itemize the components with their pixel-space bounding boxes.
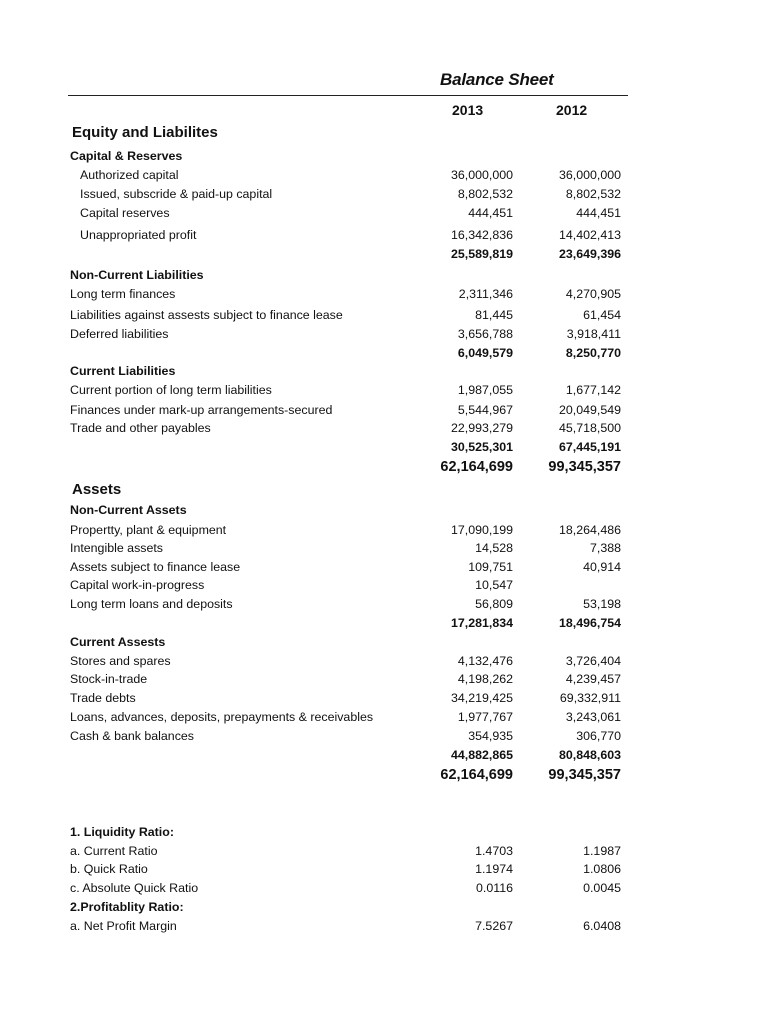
- ratio-2012: 1.0806: [583, 862, 621, 876]
- value-2013: 1,987,055: [457, 383, 513, 397]
- row-label: Capital reserves: [80, 206, 170, 220]
- value-2013: 3,656,788: [457, 327, 513, 341]
- value-2013: 36,000,000: [450, 168, 513, 182]
- value-2012: 1,677,142: [565, 383, 621, 397]
- ratio-2012: 0.0045: [583, 881, 621, 895]
- table-row: [0, 381, 768, 399]
- year-header-2012: 2012: [556, 102, 588, 118]
- value-2012: 4,270,905: [565, 287, 621, 301]
- subtotal-2012: 80,848,603: [558, 748, 621, 762]
- value-2012: 444,451: [576, 206, 621, 220]
- row-label: Cash & bank balances: [70, 729, 194, 743]
- page-title: Balance Sheet: [440, 70, 554, 89]
- row-label: Stores and spares: [70, 654, 171, 668]
- subtotal-row-current-liabilities: [0, 438, 768, 456]
- ratio-label: b. Quick Ratio: [70, 862, 148, 876]
- table-row: [0, 727, 768, 745]
- group-label: Current Liabilities: [70, 364, 176, 378]
- total-row-assets: [0, 764, 768, 786]
- table-row: [0, 226, 768, 244]
- group-label: Current Assests: [70, 635, 166, 649]
- subtotal-2012: 23,649,396: [558, 247, 621, 261]
- total-2012: 99,345,357: [548, 459, 621, 475]
- table-row: [0, 419, 768, 437]
- subtotal-row-current-assets: [0, 746, 768, 764]
- ratio-label: a. Current Ratio: [70, 844, 158, 858]
- value-2013: 354,935: [468, 729, 513, 743]
- subtotal-row-non-current-assets: [0, 614, 768, 632]
- year-header-2013: 2013: [452, 102, 484, 118]
- value-2012: 7,388: [589, 541, 621, 555]
- table-row: [0, 521, 768, 539]
- row-label: Long term finances: [70, 287, 176, 301]
- value-2013: 56,809: [475, 597, 513, 611]
- group-label: Capital & Reserves: [70, 149, 183, 163]
- row-label: Finances under mark-up arrangements-secured: [70, 403, 333, 417]
- row-label: Assets subject to finance lease: [70, 560, 241, 574]
- value-2012: 8,802,532: [565, 187, 621, 201]
- table-row: [0, 558, 768, 576]
- ratio-heading-label: 2.Profitablity Ratio:: [70, 900, 184, 914]
- value-2013: 10,547: [475, 578, 513, 592]
- row-label: Liabilities against assests subject to finance lease: [70, 308, 343, 322]
- table-row: [0, 285, 768, 303]
- ratio-heading-label: 1. Liquidity Ratio:: [70, 825, 174, 839]
- ratio-label: a. Net Profit Margin: [70, 919, 177, 933]
- group-heading-non-current-assets: [0, 501, 768, 519]
- value-2012: 40,914: [583, 560, 621, 574]
- title-divider: [68, 95, 628, 96]
- row-label: Authorized capital: [80, 168, 179, 182]
- total-row-equity-liabilities: [0, 456, 768, 478]
- value-2012: 3,243,061: [565, 710, 621, 724]
- subtotal-2012: 67,445,191: [558, 440, 621, 454]
- row-label: Propertty, plant & equipment: [70, 523, 227, 537]
- row-label: Deferred liabilities: [70, 327, 169, 341]
- value-2012: 45,718,500: [558, 421, 621, 435]
- table-row: [0, 670, 768, 688]
- value-2012: 306,770: [576, 729, 621, 743]
- value-2012: 18,264,486: [558, 523, 621, 537]
- ratio-2013: 1.4703: [475, 844, 513, 858]
- table-row: [0, 306, 768, 324]
- ratio-row: [0, 917, 768, 935]
- group-label: Non-Current Liabilities: [70, 268, 204, 282]
- value-2013: 109,751: [468, 560, 513, 574]
- value-2012: 36,000,000: [558, 168, 621, 182]
- value-2013: 2,311,346: [458, 287, 513, 301]
- ratio-heading-liquidity: [0, 823, 768, 841]
- ratio-2012: 1.1987: [583, 844, 621, 858]
- value-2013: 14,528: [475, 541, 513, 555]
- group-label: Non-Current Assets: [70, 503, 187, 517]
- table-row: [0, 652, 768, 670]
- value-2012: 14,402,413: [558, 228, 621, 242]
- subtotal-row-capital-reserves: [0, 245, 768, 263]
- group-heading-non-current-liabilities: [0, 266, 768, 284]
- value-2012: 69,332,911: [559, 691, 621, 705]
- table-row: [0, 325, 768, 343]
- subtotal-2012: 8,250,770: [565, 346, 621, 360]
- table-row: [0, 401, 768, 419]
- table-row: [0, 185, 768, 203]
- value-2013: 4,198,262: [457, 672, 513, 686]
- value-2013: 4,132,476: [457, 654, 513, 668]
- row-label: Stock-in-trade: [70, 672, 148, 686]
- subtotal-2013: 17,281,834: [450, 616, 513, 630]
- group-heading-current-assets: [0, 633, 768, 651]
- value-2012: 3,726,404: [565, 654, 621, 668]
- ratio-row: [0, 860, 768, 878]
- value-2013: 34,219,425: [450, 691, 513, 705]
- value-2012: 53,198: [583, 597, 621, 611]
- section-heading-equity: Equity and Liabilites: [72, 124, 218, 141]
- table-row: [0, 595, 768, 613]
- row-label: Issued, subscride & paid-up capital: [80, 187, 273, 201]
- row-label: Unappropriated profit: [80, 228, 197, 242]
- value-2013: 17,090,199: [450, 523, 513, 537]
- value-2013: 1,977,767: [457, 710, 513, 724]
- value-2012: 61,454: [583, 308, 621, 322]
- ratio-row: [0, 842, 768, 860]
- value-2013: 22,993,279: [450, 421, 513, 435]
- section-heading-assets: Assets: [72, 481, 122, 498]
- group-heading-capital-reserves: [0, 147, 768, 165]
- ratio-row: [0, 879, 768, 897]
- subtotal-2013: 44,882,865: [450, 748, 513, 762]
- table-row: [0, 204, 768, 222]
- table-row: [0, 166, 768, 184]
- ratio-heading-profitability: [0, 898, 768, 916]
- ratio-2013: 0.0116: [476, 881, 513, 895]
- subtotal-2013: 30,525,301: [450, 440, 513, 454]
- total-2013: 62,164,699: [440, 459, 513, 475]
- ratio-2012: 6.0408: [583, 919, 621, 933]
- subtotal-2013: 6,049,579: [457, 346, 513, 360]
- value-2013: 16,342,836: [450, 228, 513, 242]
- row-label: Loans, advances, deposits, prepayments & receivables: [70, 710, 374, 724]
- group-heading-current-liabilities: [0, 362, 768, 380]
- value-2013: 444,451: [468, 206, 513, 220]
- total-2012: 99,345,357: [548, 767, 621, 783]
- value-2013: 5,544,967: [457, 403, 513, 417]
- value-2013: 81,445: [475, 308, 513, 322]
- subtotal-2012: 18,496,754: [558, 616, 621, 630]
- ratio-2013: 7.5267: [475, 919, 513, 933]
- value-2012: 3,918,411: [566, 327, 621, 341]
- subtotal-row-non-current-liabilities: [0, 344, 768, 362]
- row-label: Long term loans and deposits: [70, 597, 233, 611]
- row-label: Capital work-in-progress: [70, 578, 205, 592]
- row-label: Trade debts: [70, 691, 136, 705]
- value-2013: 8,802,532: [457, 187, 513, 201]
- ratio-2013: 1.1974: [475, 862, 513, 876]
- row-label: Current portion of long term liabilities: [70, 383, 272, 397]
- table-row: [0, 576, 768, 594]
- row-label: Trade and other payables: [70, 421, 211, 435]
- table-row: [0, 539, 768, 557]
- table-row: [0, 689, 768, 707]
- table-row: [0, 708, 768, 726]
- value-2012: 20,049,549: [558, 403, 621, 417]
- subtotal-2013: 25,589,819: [450, 247, 513, 261]
- total-2013: 62,164,699: [440, 767, 513, 783]
- value-2012: 4,239,457: [565, 672, 621, 686]
- row-label: Intengible assets: [70, 541, 163, 555]
- ratio-label: c. Absolute Quick Ratio: [70, 881, 199, 895]
